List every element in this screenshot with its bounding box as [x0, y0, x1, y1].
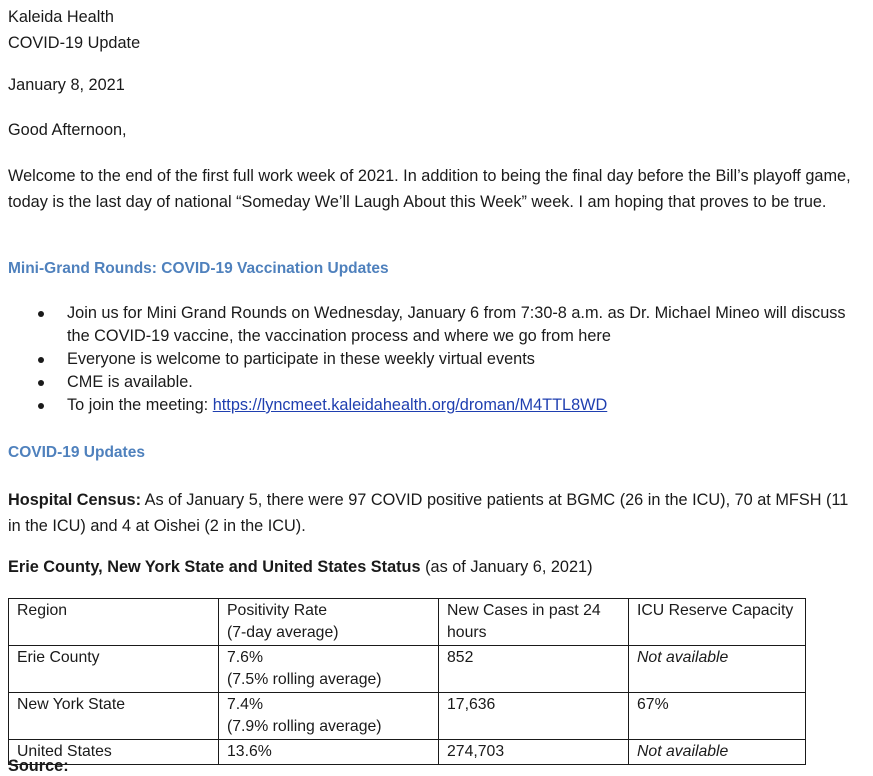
table-cell: Erie County [9, 646, 219, 693]
table-cell: 274,703 [439, 740, 629, 765]
source-label: Source: [8, 757, 69, 775]
list-item: Join us for Mini Grand Rounds on Wednesday, January 6 from 7:30-8 a.m. as Dr. Michael Mineo will discuss the COVID-19 vaccine, the vaccination process and where we go from here [8, 302, 858, 348]
status-date: (as of January 6, 2021) [420, 558, 593, 576]
hospital-census-paragraph [8, 487, 858, 539]
table-cell: Not available [629, 646, 806, 693]
table-cell: 7.6% (7.5% rolling average) [219, 646, 439, 693]
header-cell: New Cases in past 24 hours [439, 599, 629, 646]
table-cell: 17,636 [439, 693, 629, 740]
meeting-link[interactable]: https://lyncmeet.kaleidahealth.org/droman/M4TTL8WD [212, 396, 608, 414]
bullet-icon [38, 311, 44, 317]
status-table [8, 598, 806, 765]
list-item: To join the meeting: https://lyncmeet.kaleidahealth.org/droman/M4TTL8WD [8, 394, 858, 417]
table-row [9, 740, 806, 765]
bullet-icon [38, 403, 44, 409]
status-label: Erie County, New York State and United States Status [8, 558, 421, 576]
list-item: Everyone is welcome to participate in these weekly virtual events [8, 348, 858, 371]
table-row [9, 693, 806, 740]
status-caption [8, 558, 593, 577]
bullet-icon [38, 380, 44, 386]
header-cell: ICU Reserve Capacity [629, 599, 806, 646]
table-cell: United States [9, 740, 219, 765]
table-cell: New York State [9, 693, 219, 740]
list-item: CME is available. [8, 371, 858, 394]
header-cell-text: Positivity Rate (7-day average) [227, 602, 339, 641]
table-cell: 852 [439, 646, 629, 693]
section-heading-covid-updates: COVID-19 Updates [8, 444, 145, 461]
table-cell: 13.6% [219, 740, 439, 765]
bullet-icon [38, 357, 44, 363]
bullet-list [8, 302, 858, 417]
document-title: COVID-19 Update [8, 34, 141, 52]
intro-paragraph: Welcome to the end of the first full work week of 2021. In addition to being the final day before the Bill’s playoff game, today is the last day of national “Someday We’ll Laugh About this Week” week. I am hoping that proves to be true. [8, 167, 851, 211]
header-cell: Region [9, 599, 219, 646]
census-label: Hospital Census: [8, 491, 141, 509]
table-cell: Not available [629, 740, 806, 765]
document-date: January 8, 2021 [8, 76, 125, 94]
table-cell: 7.4% (7.9% rolling average) [219, 693, 439, 740]
table-row [9, 646, 806, 693]
greeting: Good Afternoon, [8, 121, 127, 139]
table-cell: 67% [629, 693, 806, 740]
table-header-row [9, 599, 806, 646]
org-name: Kaleida Health [8, 8, 114, 26]
header-cell [219, 599, 439, 646]
section-heading-mini-grand-rounds: Mini-Grand Rounds: COVID-19 Vaccination Updates [8, 260, 389, 277]
census-text: As of January 5, there were 97 COVID positive patients at BGMC (26 in the ICU), 70 at MFSH (11 in the ICU) and 4 at Oishei (2 in the ICU). [8, 491, 849, 535]
